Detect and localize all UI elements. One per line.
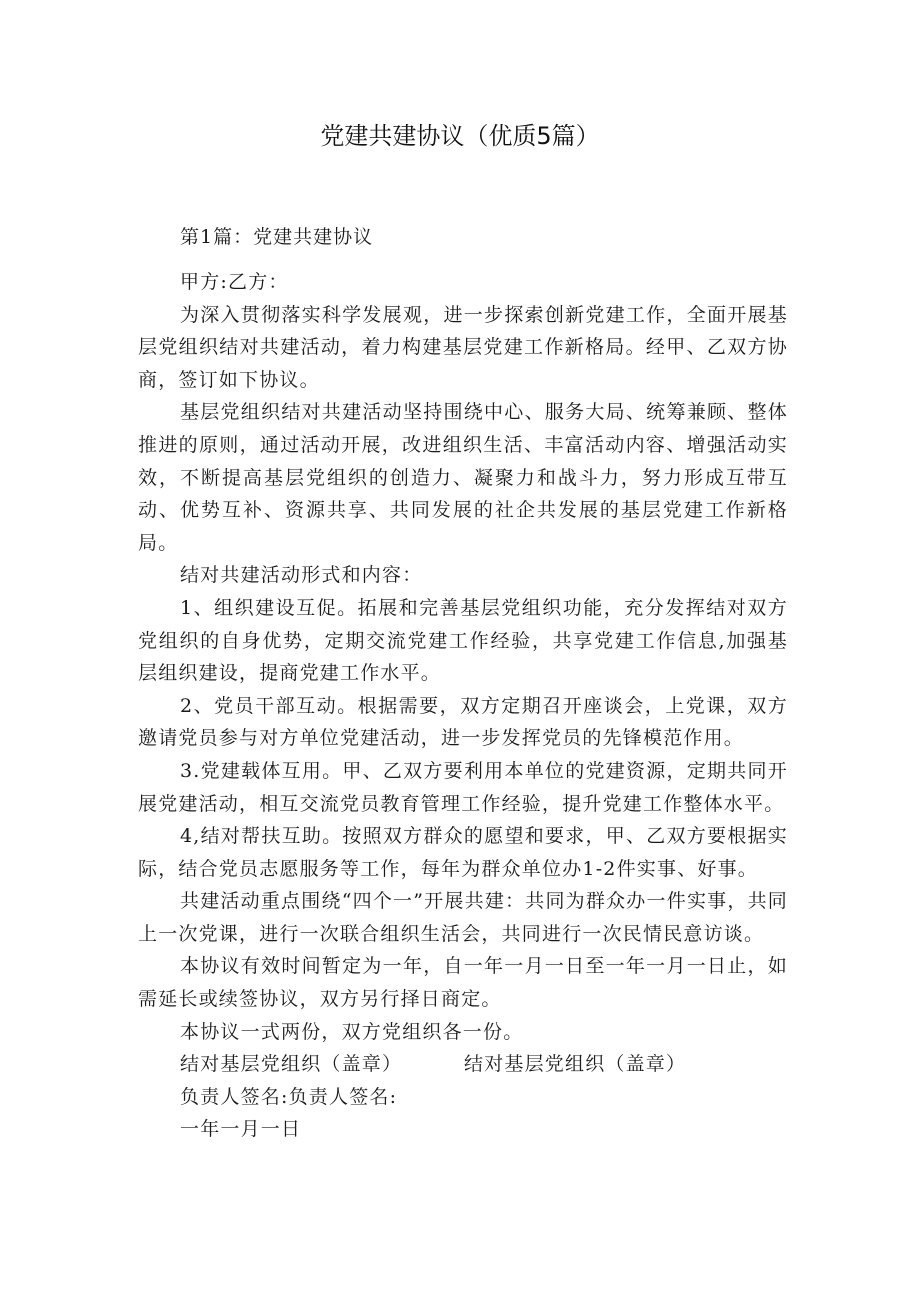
right-seal-label: 结对基层党组织（盖章）: [464, 1053, 687, 1076]
paragraph-item-1: 1、组织建设互促。拓展和完善基层党组织功能，充分发挥结对双方党组织的自身优势，定期交流党建工作经验，共享党建工作信息,加强基层组织建设，提商党建工作水平。: [138, 596, 788, 685]
left-seal-label: 结对基层党组织（盖章）: [180, 1053, 403, 1076]
paragraph-principle: 基层党组织结对共建活动坚持围绕中心、服务大局、统筹兼顾、整体推进的原则，通过活动开展，改进组织生活、丰富活动内容、增强活动实效，不断提高基层党组织的创造力、凝聚力和战斗力，努力形成互带互动、优势互补、资源共享、共同发展的社企共发展的基层党建工作新格局。: [138, 401, 788, 554]
document-title: 党建共建协议（优质5篇）: [320, 122, 600, 150]
date-line: 一年一月一日: [180, 1118, 302, 1141]
parties-line: 甲方:乙方：: [180, 271, 289, 293]
seal-row: [138, 1048, 788, 1081]
paragraph-validity: 本协议有效时间暂定为一年，自一年一月一日至一年一月一日止，如需延长或续签协议，双方另行择日商定。: [138, 955, 788, 1011]
paragraph-item-2: 2、党员干部互动。根据需要，双方定期召开座谈会，上党课，双方邀请党员参与对方单位党建活动，进一步发挥党员的先锋模范作用。: [138, 694, 788, 750]
paragraph-copies: 本协议一式两份，双方党组织各一份。: [180, 1020, 524, 1043]
paragraph-item-4: 4,结对帮扶互助。按照双方群众的愿望和要求，甲、乙双方要根据实际，结合党员志愿服务等工作，每年为群众单位办1-2件实事、好事。: [138, 825, 788, 880]
signer-line: 负责人签名:负责人签名:: [180, 1085, 398, 1108]
paragraph-focus: 共建活动重点围绕“四个一”开展共建：共同为群众办一件实事，共同上一次党课，进行一次联合组织生活会，共同进行一次民情民意访谈。: [138, 890, 788, 945]
section-heading: 第1篇：党建共建协议: [180, 226, 374, 248]
paragraph-intro: 为深入贯彻落实科学发展观，进一步探索创新党建工作，全面开展基层党组织结对共建活动，着力构建基层党建工作新格局。经甲、乙双方协商，签订如下协议。: [138, 303, 788, 391]
paragraph-forms-heading: 结对共建活动形式和内容：: [180, 564, 423, 587]
paragraph-item-3: 3.党建载体互用。甲、乙双方要利用本单位的党建资源，定期共同开展党建活动，相互交流党员教育管理工作经验，提升党建工作整体水平。: [138, 759, 788, 815]
document-body: [138, 266, 788, 1146]
